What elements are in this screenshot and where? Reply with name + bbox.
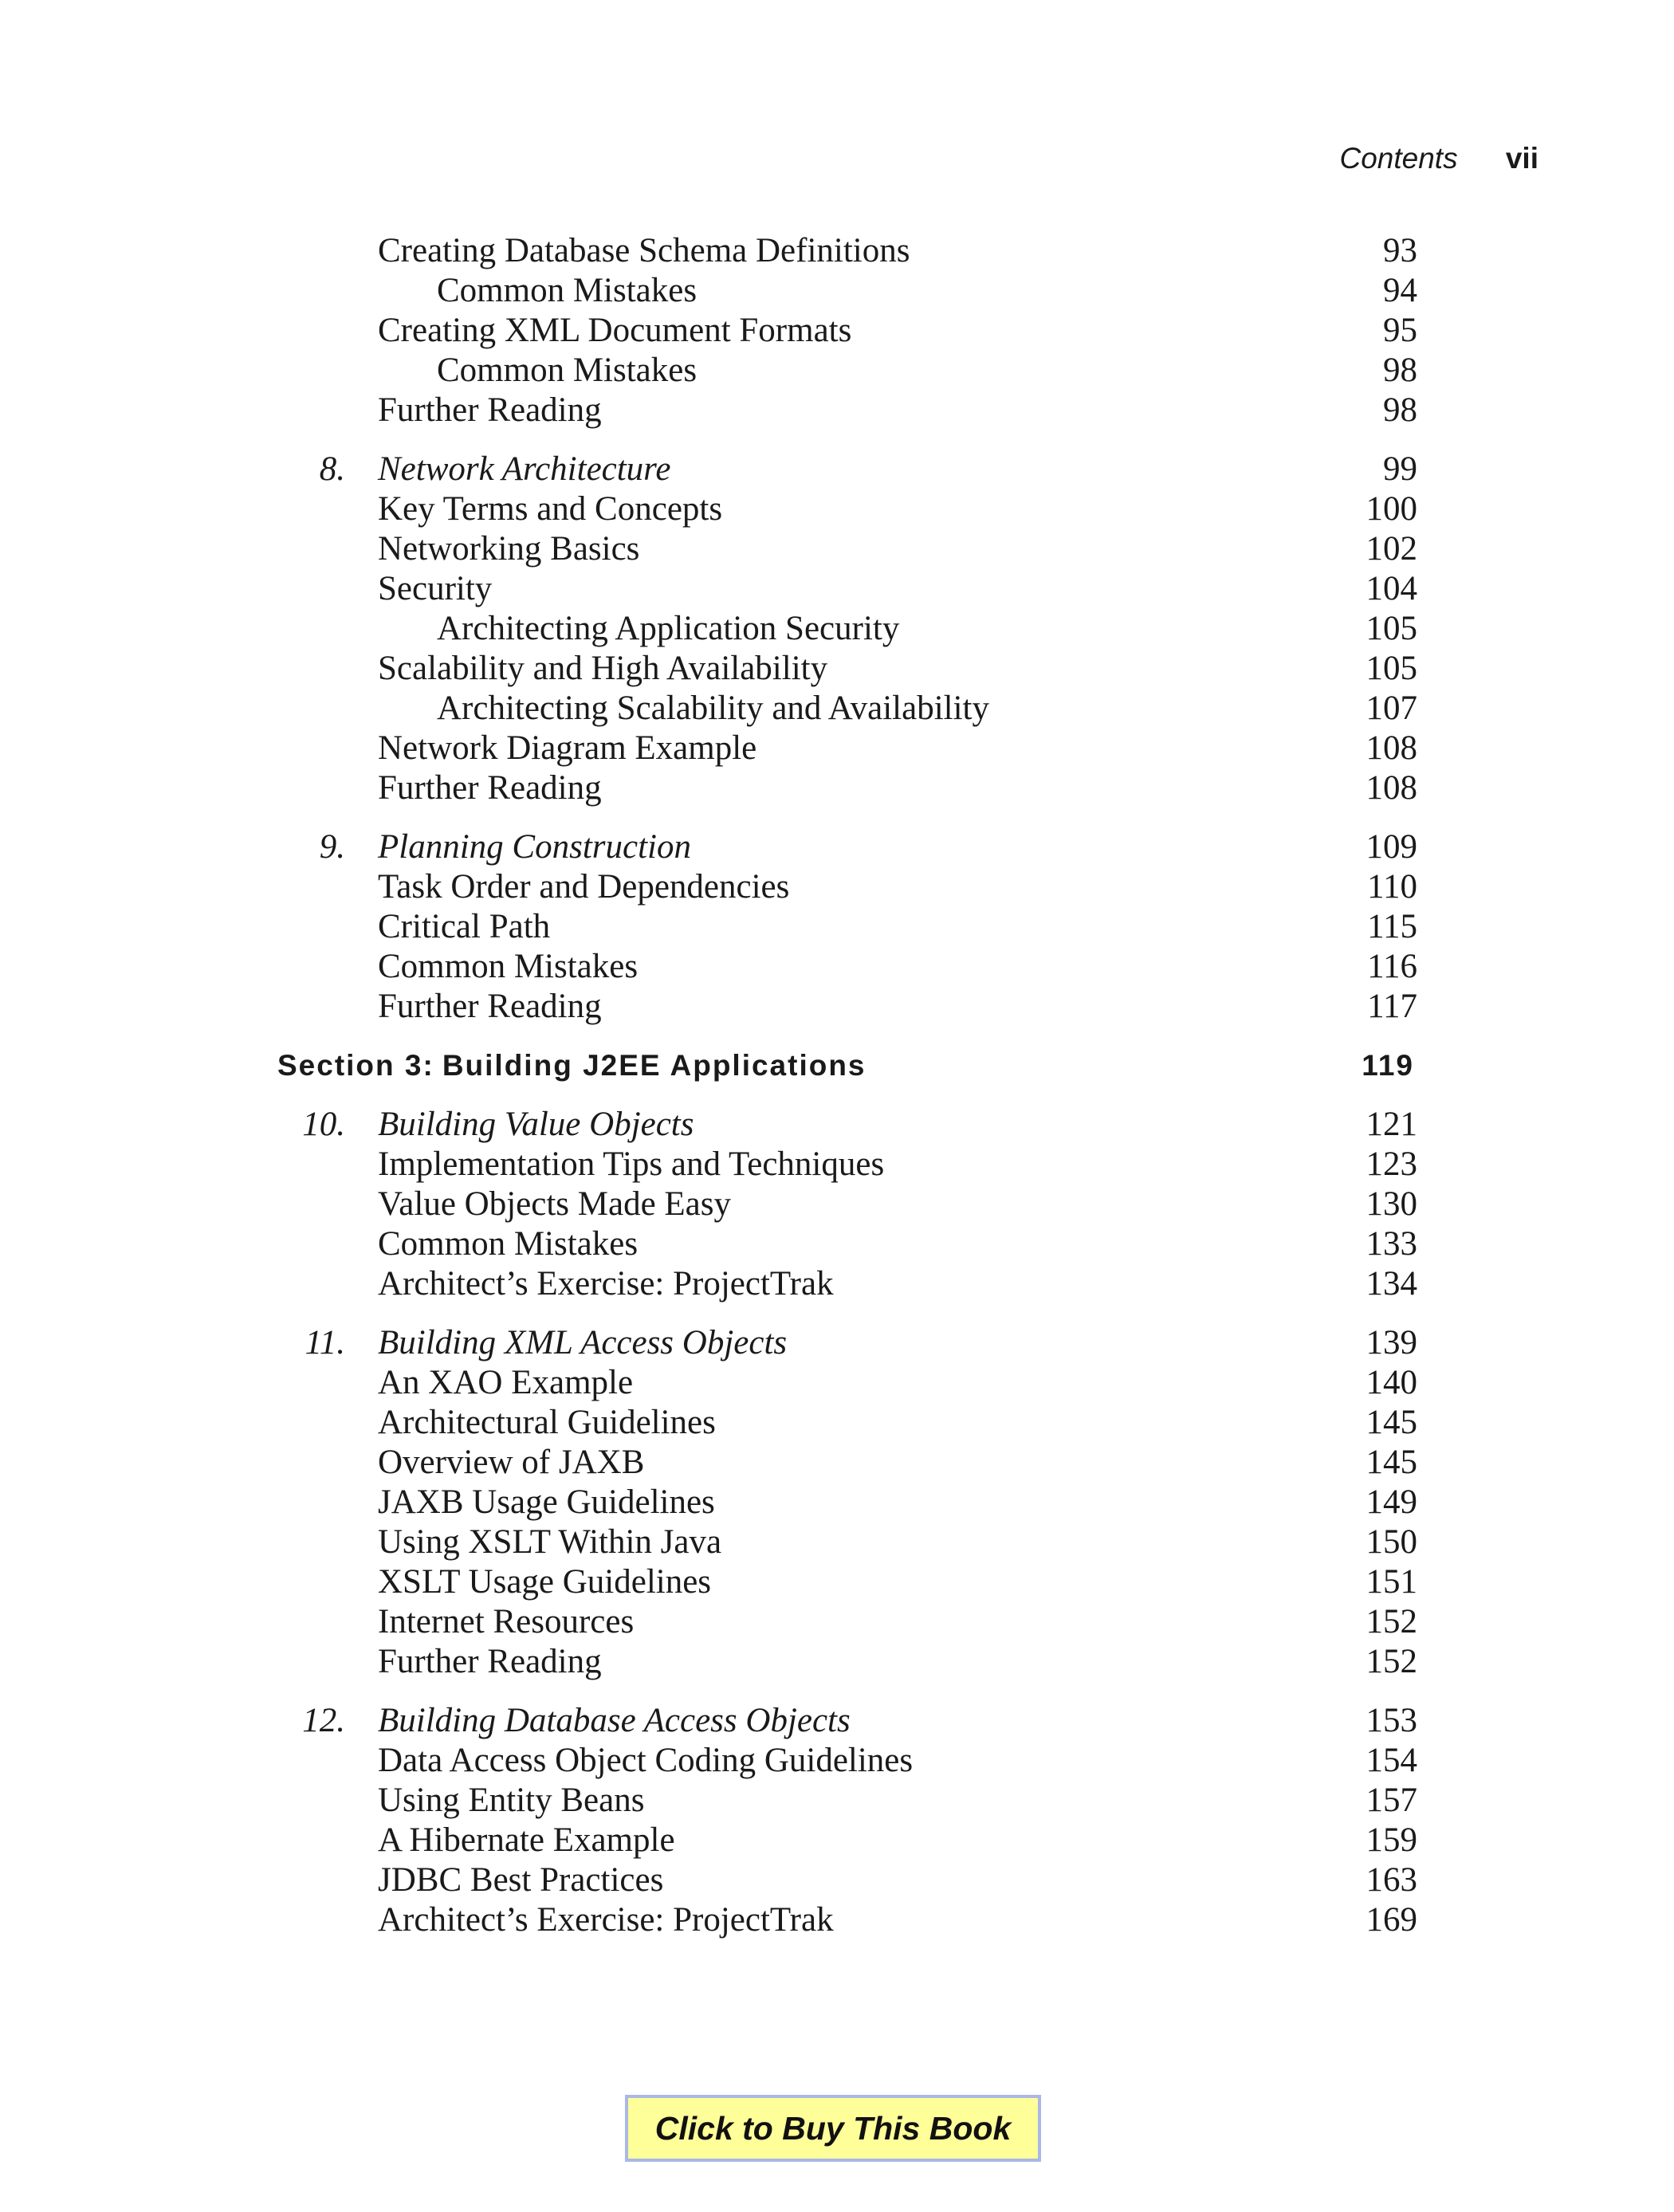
toc-entry-row <box>0 1443 1674 1483</box>
chapter-number: 9. <box>319 828 345 866</box>
toc-page-number: 145 <box>1366 1404 1417 1441</box>
toc-entry-title: Using XSLT Within Java <box>378 1523 722 1561</box>
toc-entry-row <box>0 1642 1674 1682</box>
toc-page-number: 108 <box>1366 769 1417 807</box>
toc-chapter-row <box>0 827 1674 867</box>
toc-entry-title: Common Mistakes <box>437 272 698 309</box>
toc-entry-title: Value Objects Made Easy <box>378 1185 731 1223</box>
toc-page-number: 134 <box>1366 1265 1417 1302</box>
toc-page-number: 95 <box>1383 312 1417 349</box>
toc-entry-row <box>0 1522 1674 1562</box>
toc-entry-title: A Hibernate Example <box>378 1821 675 1859</box>
toc-page-number: 102 <box>1366 530 1417 568</box>
chapter-number: 8. <box>319 450 345 488</box>
toc-entry-title: Architecting Application Security <box>437 610 900 647</box>
toc-entry-row <box>0 569 1674 609</box>
toc-entry-title: JDBC Best Practices <box>378 1861 664 1899</box>
toc-entry-row <box>0 1900 1674 1940</box>
toc-entry-row <box>0 231 1674 271</box>
toc-entry-title: Creating Database Schema Definitions <box>378 232 910 269</box>
toc-entry-row <box>0 1602 1674 1642</box>
toc-entry-row <box>0 1860 1674 1900</box>
toc-entry-title: Data Access Object Coding Guidelines <box>378 1742 914 1779</box>
chapter-number: 11. <box>305 1324 345 1361</box>
toc-entry-row <box>0 867 1674 907</box>
toc-entry-row <box>0 391 1674 430</box>
toc-page-number: 117 <box>1367 988 1417 1025</box>
toc-page-number: 163 <box>1366 1861 1417 1899</box>
toc-page-number: 109 <box>1366 828 1417 866</box>
toc-entry-row <box>0 311 1674 351</box>
toc-entry-title: Further Reading <box>378 769 602 807</box>
toc-entry-row <box>0 1741 1674 1781</box>
toc-entry-title: Task Order and Dependencies <box>378 868 790 906</box>
chapter-title: Planning Construction <box>378 828 691 866</box>
toc-chapter-row <box>0 1105 1674 1145</box>
chapter-number: 12. <box>302 1702 345 1739</box>
toc-page-number: 105 <box>1366 610 1417 647</box>
toc-entry-title: Networking Basics <box>378 530 640 568</box>
toc-chapter-row <box>0 1701 1674 1741</box>
toc-entry-title: Implementation Tips and Techniques <box>378 1145 885 1183</box>
chapter-title: Building XML Access Objects <box>378 1324 788 1361</box>
toc-page-number: 104 <box>1366 570 1417 607</box>
buy-book-button[interactable]: Click to Buy This Book <box>625 2095 1041 2162</box>
toc-page-number: 98 <box>1383 391 1417 429</box>
toc-entry-row <box>0 1562 1674 1602</box>
toc-page-number: 154 <box>1366 1742 1417 1779</box>
toc-page-number: 153 <box>1366 1702 1417 1739</box>
toc-page-number: 169 <box>1366 1901 1417 1939</box>
toc-entry-title: Security <box>378 570 493 607</box>
toc-page-number: 108 <box>1366 729 1417 767</box>
toc-entry-title: Architecting Scalability and Availability <box>437 690 989 727</box>
toc-page-number: 130 <box>1366 1185 1417 1223</box>
toc-entry-title: Using Entity Beans <box>378 1782 645 1819</box>
toc-entry-title: Architect’s Exercise: ProjectTrak <box>378 1901 834 1939</box>
chapter-number: 10. <box>302 1106 345 1143</box>
running-head-page-number: vii <box>1505 142 1538 175</box>
toc-page-number: 121 <box>1366 1106 1417 1143</box>
toc-entry-row <box>0 529 1674 569</box>
toc-page-number: 94 <box>1383 272 1417 309</box>
toc-page-number: 140 <box>1366 1364 1417 1401</box>
toc-page-number: 110 <box>1367 868 1417 906</box>
toc-entry-row <box>0 1185 1674 1224</box>
toc-entry-title: Critical Path <box>378 908 551 945</box>
toc-page-number: 150 <box>1366 1523 1417 1561</box>
toc-entry-row <box>0 689 1674 729</box>
toc-entry-title: Internet Resources <box>378 1603 635 1640</box>
toc-entry-row <box>0 1363 1674 1403</box>
toc-entry-title: Further Reading <box>378 1643 602 1680</box>
toc-entry-title: JAXB Usage Guidelines <box>378 1483 715 1521</box>
toc-entry-row <box>0 1821 1674 1860</box>
toc-page-number: 98 <box>1383 352 1417 389</box>
section-label-text: Section 3: <box>277 1049 434 1082</box>
running-head <box>1339 142 1538 175</box>
toc-entry-title: Further Reading <box>378 391 602 429</box>
toc-chapter-row <box>0 1323 1674 1363</box>
toc-entry-row <box>0 987 1674 1027</box>
toc-entry-row <box>0 947 1674 987</box>
section-label <box>277 1046 866 1086</box>
toc-entry-title: Creating XML Document Formats <box>378 312 852 349</box>
toc-page-number: 100 <box>1366 490 1417 528</box>
toc-entry-row <box>0 649 1674 689</box>
toc-entry-title: XSLT Usage Guidelines <box>378 1563 712 1601</box>
toc-page-number: 151 <box>1366 1563 1417 1601</box>
section-title: Building J2EE Applications <box>442 1049 866 1082</box>
toc-entry-row <box>0 768 1674 808</box>
toc-entry-title: Common Mistakes <box>378 948 639 985</box>
toc-chapter-row <box>0 450 1674 489</box>
toc-section-row <box>0 1046 1674 1086</box>
toc-entry-title: Overview of JAXB <box>378 1444 645 1481</box>
toc-entry-title: An XAO Example <box>378 1364 634 1401</box>
toc-entry-title: Common Mistakes <box>437 352 698 389</box>
chapter-title: Building Database Access Objects <box>378 1702 851 1739</box>
toc-page-number: 123 <box>1366 1145 1417 1183</box>
toc-entry-title: Architectural Guidelines <box>378 1404 716 1441</box>
toc-page-number: 145 <box>1366 1444 1417 1481</box>
toc-page-number: 119 <box>1362 1049 1414 1082</box>
toc-page-number: 139 <box>1366 1324 1417 1361</box>
toc-entry-row <box>0 1145 1674 1185</box>
toc-page-number: 93 <box>1383 232 1417 269</box>
toc-page-number: 116 <box>1367 948 1417 985</box>
toc-entry-row <box>0 1403 1674 1443</box>
toc-page-number: 159 <box>1366 1821 1417 1859</box>
toc-entry-row <box>0 1483 1674 1522</box>
toc-entry-title: Key Terms and Concepts <box>378 490 723 528</box>
toc-entry-row <box>0 729 1674 768</box>
toc-page-number: 152 <box>1366 1603 1417 1640</box>
toc-entry-row <box>0 351 1674 391</box>
toc-entry-title: Network Diagram Example <box>378 729 757 767</box>
toc-page-number: 99 <box>1383 450 1417 488</box>
toc-page-number: 105 <box>1366 650 1417 687</box>
table-of-contents <box>0 231 1674 1940</box>
toc-page-number: 149 <box>1366 1483 1417 1521</box>
chapter-title: Building Value Objects <box>378 1106 694 1143</box>
toc-entry-row <box>0 1264 1674 1304</box>
toc-entry-title: Scalability and High Availability <box>378 650 828 687</box>
toc-page-number: 157 <box>1366 1782 1417 1819</box>
toc-entry-title: Architect’s Exercise: ProjectTrak <box>378 1265 834 1302</box>
toc-entry-row <box>0 489 1674 529</box>
toc-page-number: 133 <box>1366 1225 1417 1263</box>
toc-entry-title: Common Mistakes <box>378 1225 639 1263</box>
toc-entry-row <box>0 1224 1674 1264</box>
running-head-title: Contents <box>1339 142 1458 175</box>
toc-entry-row <box>0 1781 1674 1821</box>
toc-entry-row <box>0 609 1674 649</box>
chapter-title: Network Architecture <box>378 450 671 488</box>
toc-page-number: 107 <box>1366 690 1417 727</box>
toc-entry-row <box>0 907 1674 947</box>
toc-entry-title: Further Reading <box>378 988 602 1025</box>
toc-entry-row <box>0 271 1674 311</box>
toc-page-number: 115 <box>1367 908 1417 945</box>
toc-page-number: 152 <box>1366 1643 1417 1680</box>
